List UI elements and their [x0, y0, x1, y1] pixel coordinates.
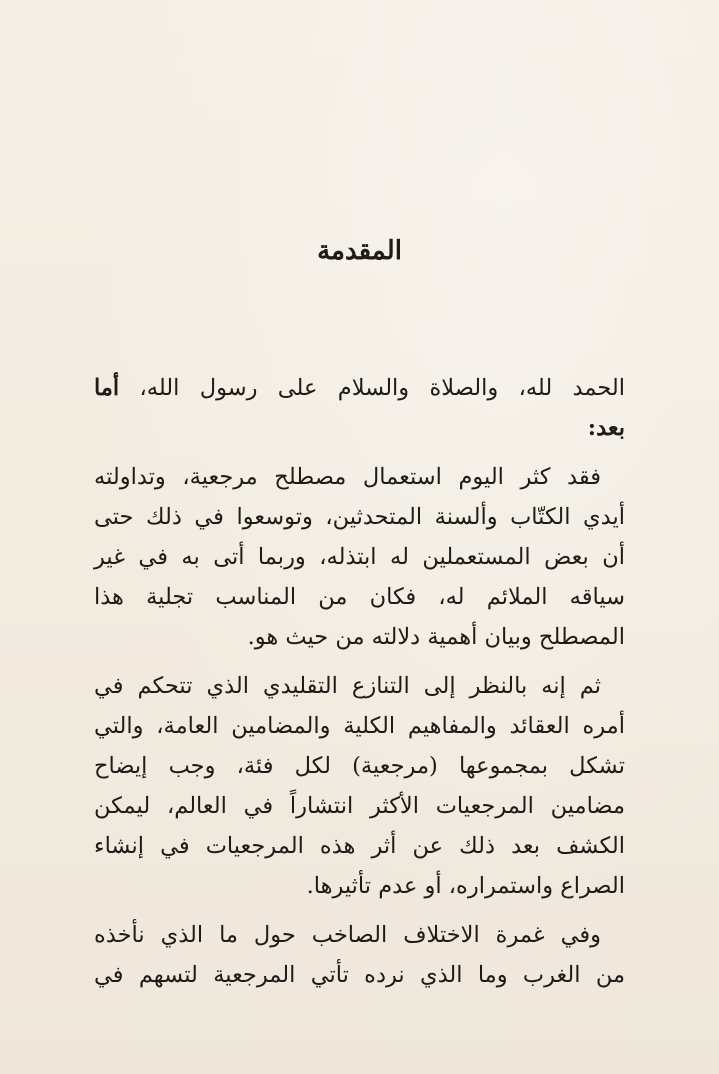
text-line-main: [94, 375, 625, 401]
paragraph: [94, 457, 625, 657]
paragraph: [94, 368, 625, 448]
text-line: تشكل بمجموعها (مرجعية) لكل فئة، وجب إيضاح: [94, 753, 625, 779]
text-line: [94, 368, 625, 408]
text-line: الكشف بعد ذلك عن أثر هذه المرجعيات في إنشاء: [94, 833, 625, 859]
text-run: الحمد لله، والصلاة والسلام على رسول الله،: [119, 375, 626, 401]
paragraph: [94, 915, 625, 995]
bold-text-run: أما: [94, 375, 120, 401]
text-line: بعد:: [587, 415, 625, 441]
text-line: سياقه الملائم له، فكان من المناسب تجلية هذا: [94, 584, 625, 610]
paragraph: [94, 666, 625, 906]
text-line: أمره العقائد والمفاهيم الكلية والمضامين العامة، والتي: [94, 713, 625, 739]
text-line: الصراع واستمراره، أو عدم تأثيرها.: [306, 873, 625, 899]
text-line: مضامين المرجعيات الأكثر انتشاراً في العالم، ليمكن: [94, 793, 625, 819]
text-line: وفي غمرة الاختلاف الصاخب حول ما الذي نأخذه: [94, 922, 601, 948]
body-text: [94, 368, 625, 995]
text-line: ثم إنه بالنظر إلى التنازع التقليدي الذي تتحكم في: [94, 673, 601, 699]
text-line: المصطلح وبيان أهمية دلالته من حيث هو.: [247, 624, 625, 650]
text-line: أيدي الكتّاب وألسنة المتحدثين، وتوسعوا في ذلك حتى: [94, 504, 625, 530]
text-line: فقد كثر اليوم استعمال مصطلح مرجعية، وتداولته: [94, 464, 601, 490]
text-line: من الغرب وما الذي نرده تأتي المرجعية لتسهم في: [94, 962, 625, 988]
text-line: أن بعض المستعملين له ابتذله، وربما أتى به في غير: [94, 544, 625, 570]
page-title: المقدمة: [317, 236, 402, 266]
